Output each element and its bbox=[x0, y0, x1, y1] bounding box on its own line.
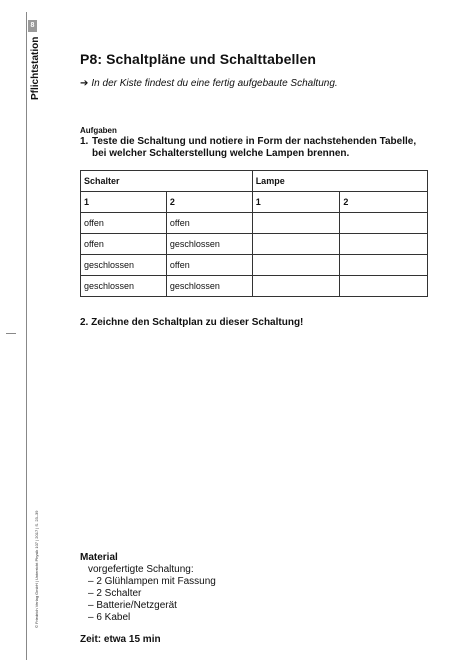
material-list bbox=[80, 552, 216, 624]
table-row bbox=[81, 276, 428, 297]
station-label: Pflichtstation bbox=[30, 36, 41, 100]
table-row bbox=[81, 255, 428, 276]
table-cell-blank[interactable] bbox=[252, 276, 340, 297]
table-row bbox=[81, 234, 428, 255]
table-cell-blank[interactable] bbox=[340, 255, 428, 276]
material-item: – 2 Glühlampen mit Fassung bbox=[88, 576, 216, 587]
table-cell: geschlossen bbox=[81, 276, 167, 297]
table-cell: offen bbox=[166, 255, 252, 276]
table-cell-blank[interactable] bbox=[340, 276, 428, 297]
table-cell-blank[interactable] bbox=[340, 213, 428, 234]
subheader-cell: 1 bbox=[252, 192, 340, 213]
copyright-note: © Friedrich Verlag GmbH | Unterricht Physik 107 | 2017 | S. 23–39 bbox=[34, 510, 39, 628]
page-number-badge: 8 bbox=[28, 20, 37, 32]
subheader-cell: 2 bbox=[166, 192, 252, 213]
table-cell: geschlossen bbox=[81, 255, 167, 276]
page-title: P8: Schaltpläne und Schalttabellen bbox=[80, 51, 317, 67]
margin-rule bbox=[26, 12, 27, 660]
task-1-text: Teste die Schaltung und notiere in Form der nachstehenden Tabelle, bei welcher Schalterstellung welche Lampen brennen. bbox=[92, 136, 417, 159]
arrow-right-icon: ➔ bbox=[80, 78, 89, 89]
table-cell-blank[interactable] bbox=[340, 234, 428, 255]
task-1 bbox=[80, 136, 430, 160]
table-cell: offen bbox=[81, 234, 167, 255]
table-cell-blank[interactable] bbox=[252, 255, 340, 276]
header-lampe: Lampe bbox=[252, 171, 427, 192]
task-1-number: 1. bbox=[80, 136, 89, 147]
table-cell: offen bbox=[81, 213, 167, 234]
task-2: 2. Zeichne den Schaltplan zu dieser Schaltung! bbox=[80, 317, 304, 328]
switch-table bbox=[80, 170, 428, 297]
subheader-cell: 2 bbox=[340, 192, 428, 213]
subheader-cell: 1 bbox=[81, 192, 167, 213]
material-item: – 2 Schalter bbox=[88, 588, 142, 599]
header-schalter: Schalter bbox=[81, 171, 253, 192]
tasks-heading: Aufgaben bbox=[80, 126, 117, 135]
table-group-header-row bbox=[81, 171, 428, 192]
material-item: vorgefertigte Schaltung: bbox=[88, 564, 194, 575]
material-item: – Batterie/Netzgerät bbox=[88, 600, 177, 611]
material-title: Material bbox=[80, 552, 118, 563]
intro-text: In der Kiste findest du eine fertig aufgebaute Schaltung. bbox=[91, 78, 338, 89]
table-cell: geschlossen bbox=[166, 276, 252, 297]
table-row bbox=[81, 213, 428, 234]
time-estimate: Zeit: etwa 15 min bbox=[80, 634, 161, 645]
fold-mark bbox=[6, 333, 16, 334]
table-cell-blank[interactable] bbox=[252, 213, 340, 234]
material-item: – 6 Kabel bbox=[88, 612, 131, 623]
table-cell-blank[interactable] bbox=[252, 234, 340, 255]
table-cell: geschlossen bbox=[166, 234, 252, 255]
table-cell: offen bbox=[166, 213, 252, 234]
table-sub-header-row bbox=[81, 192, 428, 213]
intro-line bbox=[80, 78, 338, 89]
